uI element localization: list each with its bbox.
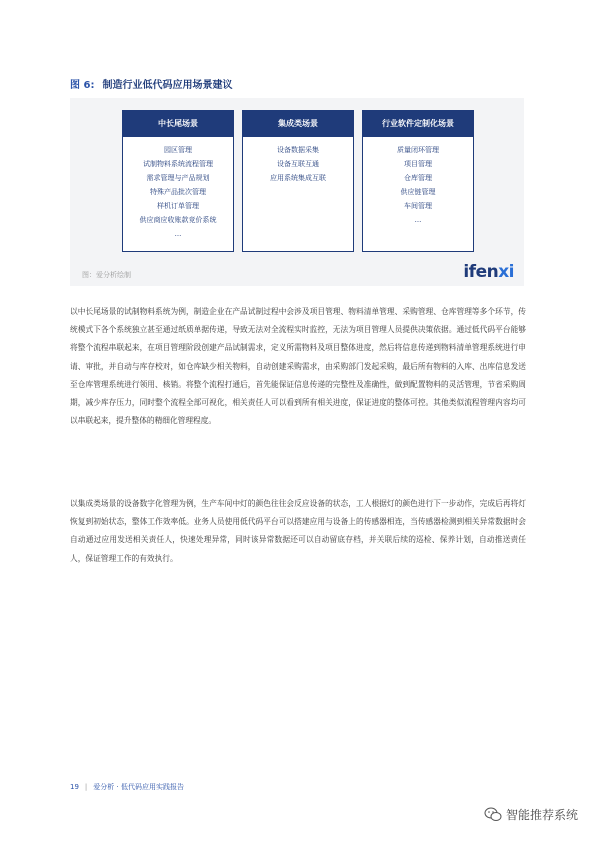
scenario-item: 设备数据采集 xyxy=(277,146,319,154)
logo-text-accent: xi xyxy=(498,262,514,282)
page-footer xyxy=(70,782,184,792)
figure-title-text: 制造行业低代码应用场景建议 xyxy=(102,80,233,91)
column-header: 中长尾场景 xyxy=(123,111,233,137)
scenario-list xyxy=(243,143,353,185)
scenario-item: 试制物料系统流程管理 xyxy=(143,160,213,168)
scenario-item: 设备互联互通 xyxy=(277,160,319,168)
scenario-item: 项目管理 xyxy=(404,160,432,168)
ifenxi-logo xyxy=(463,262,514,282)
wechat-icon xyxy=(484,807,502,822)
scenario-column-industry-software xyxy=(362,110,474,252)
scenario-column-long-tail xyxy=(122,110,234,252)
scenario-item: 应用系统集成互联 xyxy=(270,174,326,182)
scenario-item: 样机订单管理 xyxy=(157,202,199,210)
scenario-item: ... xyxy=(414,216,422,224)
scenario-list xyxy=(363,143,473,227)
scenario-column-integration xyxy=(242,110,354,252)
scenario-item: 质量闭环管理 xyxy=(397,146,439,154)
figure-title xyxy=(70,76,232,91)
report-title: 爱分析 · 低代码应用实践报告 xyxy=(93,783,184,791)
figure-label: 图 6: xyxy=(70,80,95,91)
scenario-item: 特殊产品批次管理 xyxy=(150,188,206,196)
scenario-item: 车间管理 xyxy=(404,202,432,210)
column-header: 行业软件定制化场景 xyxy=(363,111,473,137)
scenario-list xyxy=(123,143,233,241)
footer-separator: | xyxy=(84,783,88,791)
scenario-item: 仓库管理 xyxy=(404,174,432,182)
figure-panel xyxy=(70,98,524,286)
body-paragraph: 以中长尾场景的试制物料系统为例，制造企业在产品试制过程中会涉及项目管理、物料清单管理、采购管理、仓库管理等多个环节，传统模式下各个系统独立甚至通过纸质单据传递，导致无法对全流程实时监控，无法为项目管理人员提供决策依据。通过低代码平台能够将整个流程串联起来，在项目管理阶段创建产品试制需求，定义所需物料及项目整体进度，然后将信息传递到物料清单管理系统进行申请、审批，并自动与库存校对，如仓库缺少相关物料，自动创建采购需求，由采购部门发起采购，最后所有物料的入库、出库信息发送至仓库管理系统进行领用、核销。将整个流程打通后，首先能保证信息传递的完整性及准确性，做到配置物料的灵活管理，节省采购周期，减少库存压力，同时整个流程全部可视化，相关责任人可以看到所有相关进度，保证进度的整体可控。其他类似流程管理内容均可以串联起来，提升整体的精细化管理程度。 xyxy=(70,307,526,426)
watermark-text: 智能推荐系统 xyxy=(505,808,578,822)
scenario-item: 园区管理 xyxy=(164,146,192,154)
scenario-item: ... xyxy=(174,230,182,238)
wechat-watermark xyxy=(484,806,578,823)
scenario-item: 供应链管理 xyxy=(400,188,436,196)
figure-source: 图：爱分析绘制 xyxy=(82,271,131,279)
body-paragraph: 以集成类场景的设备数字化管理为例，生产车间中灯的颜色往往会反应设备的状态，工人根据灯的颜色进行下一步动作，完成后再将灯恢复到初始状态，整体工作效率低。业务人员使用低代码平台可以搭建应用与设备上的传感器相连，当传感器检测到相关异常数据时会自动通过应用发送相关责任人，快速处理异常，同时该异常数据还可以自动留底存档，并关联后续的巡检、保养计划，自动推送责任人，保证管理工作的有效执行。 xyxy=(70,499,526,563)
column-header: 集成类场景 xyxy=(243,111,353,137)
page-number: 19 xyxy=(70,783,79,791)
logo-text-main: ifen xyxy=(463,262,499,282)
scenario-item: 需求管理与产品规划 xyxy=(146,174,210,182)
scenario-item: 供应商应收账款竞价系统 xyxy=(139,216,217,224)
